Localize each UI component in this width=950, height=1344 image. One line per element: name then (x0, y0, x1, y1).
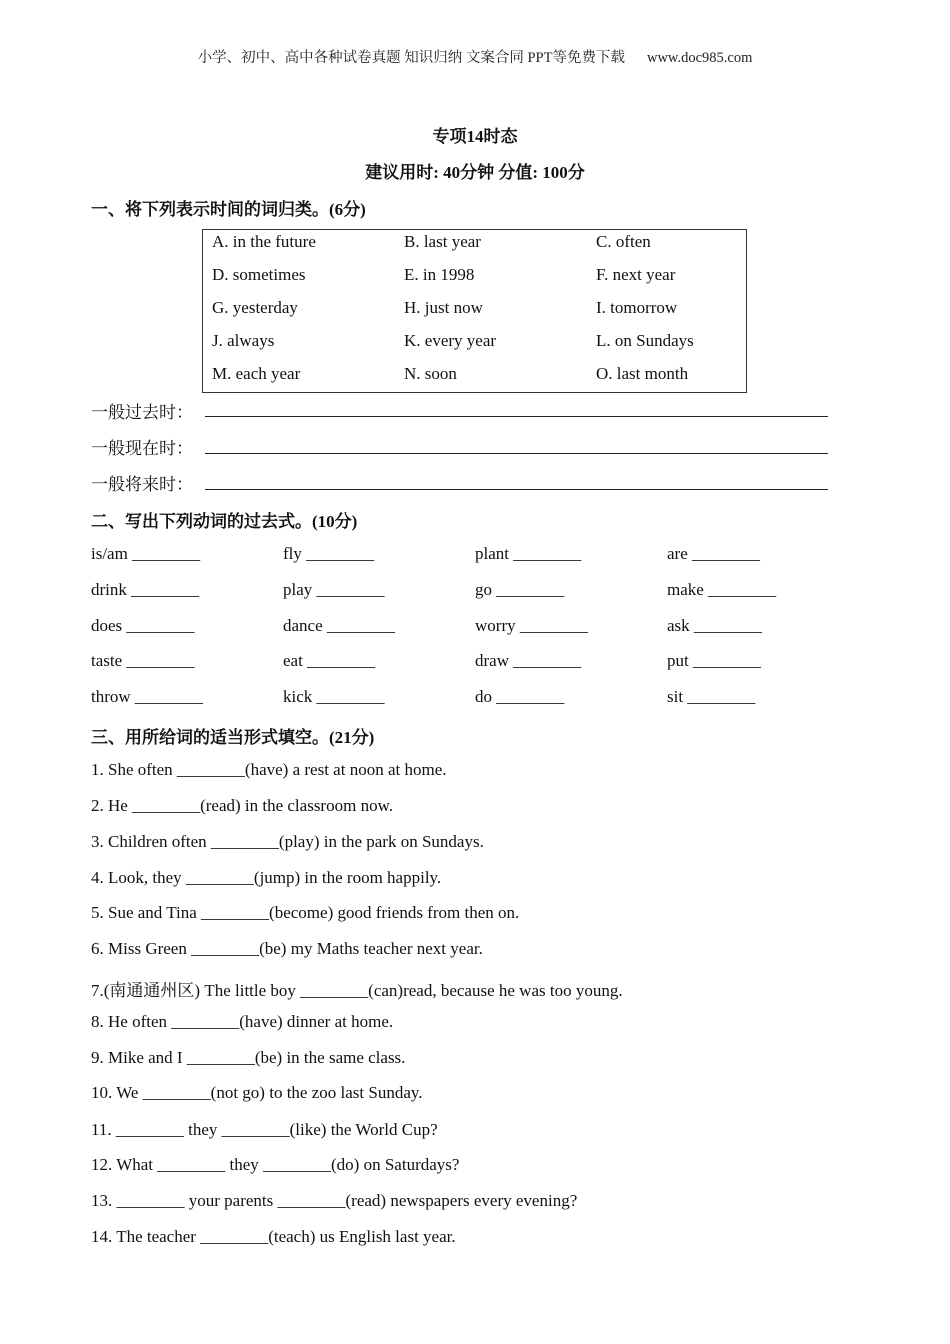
option-n: N. soon (404, 364, 457, 383)
option-c: C. often (596, 232, 651, 251)
question-item[interactable]: 2. He ________(read) in the classroom now. (91, 796, 393, 815)
verb-item[interactable]: make ________ (667, 580, 777, 599)
section2-heading: 二、写出下列动词的过去式。(10分) (91, 512, 358, 531)
verb-item[interactable]: taste ________ (91, 651, 195, 670)
option-d: D. sometimes (212, 265, 306, 284)
verb-item[interactable]: throw ________ (91, 687, 203, 706)
verb-item[interactable]: play ________ (283, 580, 385, 599)
category-past-answer-line[interactable] (205, 416, 828, 417)
question-item[interactable]: 14. The teacher ________(teach) us English last year. (91, 1227, 456, 1246)
option-h: H. just now (404, 298, 483, 317)
option-k: K. every year (404, 331, 497, 350)
header-site-link[interactable]: www.doc985.com (646, 50, 753, 66)
verb-item[interactable]: sit ________ (667, 687, 756, 706)
category-future-label: 一般将来时： (91, 475, 193, 494)
question-item[interactable]: 10. We ________(not go) to the zoo last Sunday. (91, 1083, 423, 1102)
page-header (0, 46, 950, 67)
verb-item[interactable]: drink ________ (91, 580, 200, 599)
option-j: J. always (212, 331, 275, 350)
question-item[interactable]: 5. Sue and Tina ________(become) good friends from then on. (91, 903, 520, 922)
category-future-answer-line[interactable] (205, 489, 828, 490)
verb-item[interactable]: fly ________ (283, 544, 375, 563)
question-item[interactable]: 13. ________ your parents ________(read) newspapers every evening? (91, 1191, 578, 1210)
option-m: M. each year (212, 364, 301, 383)
word-options-box (202, 229, 747, 393)
question-item[interactable]: 6. Miss Green ________(be) my Maths teacher next year. (91, 939, 483, 958)
verb-item[interactable]: dance ________ (283, 616, 395, 635)
verb-item[interactable]: put ________ (667, 651, 761, 670)
option-e: E. in 1998 (404, 265, 475, 284)
verb-item[interactable]: draw ________ (475, 651, 582, 670)
question-item[interactable]: 8. He often ________(have) dinner at home. (91, 1012, 394, 1031)
page-title: 专项14时态 (432, 127, 518, 146)
verb-item[interactable]: eat ________ (283, 651, 376, 670)
option-f: F. next year (596, 265, 676, 284)
option-o: O. last month (596, 364, 689, 383)
question-item[interactable]: 1. She often ________(have) a rest at noon at home. (91, 760, 447, 779)
verb-item[interactable]: are ________ (667, 544, 761, 563)
page-subtitle: 建议用时: 40分钟 分值: 100分 (365, 163, 585, 182)
header-text: 小学、初中、高中各种试卷真题 知识归纳 文案合同 PPT等免费下载 (197, 50, 625, 66)
verb-item[interactable]: is/am ________ (91, 544, 201, 563)
category-past-label: 一般过去时： (91, 403, 193, 422)
verb-item[interactable]: go ________ (475, 580, 565, 599)
question-item[interactable]: 11. ________ they ________(like) the World Cup? (91, 1120, 438, 1139)
section3-heading: 三、用所给词的适当形式填空。(21分) (91, 728, 375, 747)
question-item[interactable]: 12. What ________ they ________(do) on Saturdays? (91, 1155, 460, 1174)
option-g: G. yesterday (212, 298, 298, 317)
question-item[interactable]: 7.(南通通州区) The little boy ________(can)read, because he was too young. (91, 981, 623, 1000)
category-present-label: 一般现在时： (91, 439, 193, 458)
verb-item[interactable]: does ________ (91, 616, 195, 635)
question-item[interactable]: 4. Look, they ________(jump) in the room happily. (91, 868, 442, 887)
option-i: I. tomorrow (596, 298, 678, 317)
section1-heading: 一、将下列表示时间的词归类。(6分) (91, 200, 366, 219)
verb-item[interactable]: worry ________ (475, 616, 588, 635)
question-item[interactable]: 3. Children often ________(play) in the park on Sundays. (91, 832, 484, 851)
question-item[interactable]: 9. Mike and I ________(be) in the same class. (91, 1048, 406, 1067)
verb-item[interactable]: plant ________ (475, 544, 582, 563)
verb-item[interactable]: ask ________ (667, 616, 762, 635)
verb-item[interactable]: kick ________ (283, 687, 385, 706)
option-l: L. on Sundays (596, 331, 694, 350)
verb-item[interactable]: do ________ (475, 687, 565, 706)
option-b: B. last year (404, 232, 481, 251)
category-present-answer-line[interactable] (205, 453, 828, 454)
option-a: A. in the future (212, 232, 316, 251)
